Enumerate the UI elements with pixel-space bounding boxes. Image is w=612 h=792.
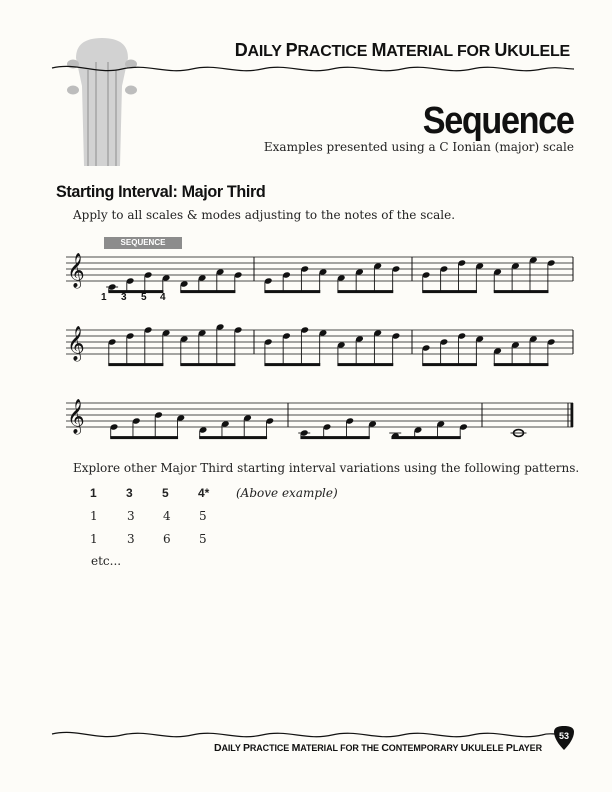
sequence-label: SEQUENCE	[104, 237, 182, 249]
pattern-number: 6	[163, 532, 171, 546]
pattern-number: 1	[90, 509, 98, 523]
caps-text-part: KULELE	[507, 43, 570, 60]
beam	[180, 290, 235, 293]
caps-text-part: AILY	[221, 743, 243, 753]
pattern-number: 5	[199, 532, 207, 546]
beam	[108, 290, 163, 293]
beam	[199, 436, 267, 439]
beam	[391, 436, 460, 439]
section-title: Starting Interval: Major Third	[56, 182, 266, 201]
pattern-number: 3	[126, 486, 133, 500]
caps-text-part: LAYER	[512, 743, 542, 753]
caps-text-part: D	[234, 40, 248, 60]
caps-text-part: AILY	[247, 43, 286, 60]
beam	[264, 290, 320, 293]
caps-text-part: KULELE	[468, 743, 506, 753]
fingering-number: 3	[121, 292, 127, 303]
beam	[337, 290, 393, 293]
caps-text-part: ATERIAL FOR	[386, 43, 495, 60]
caps-text-part: ATERIAL FOR THE	[300, 743, 382, 753]
beam	[264, 363, 320, 366]
final-barline	[571, 403, 574, 427]
explore-text: Explore other Major Third starting interval variations using the following patterns.	[73, 461, 580, 475]
instruction-text: Apply to all scales & modes adjusting to the notes of the scale.	[73, 208, 456, 222]
pattern-number: 1	[90, 486, 97, 500]
caps-text-part: M	[291, 742, 301, 754]
beam	[108, 363, 163, 366]
caps-text-part: U	[460, 742, 469, 754]
beam	[494, 363, 549, 366]
beam	[422, 363, 477, 366]
page-number: 53	[558, 731, 569, 741]
caps-text-part: U	[494, 40, 508, 60]
caps-text-part: ONTEMPORARY	[388, 743, 461, 753]
fingering-number: 5	[141, 292, 147, 303]
beam	[337, 363, 393, 366]
caps-text-part: C	[381, 742, 389, 754]
beam	[180, 363, 235, 366]
caps-text-part: P	[505, 742, 513, 754]
caps-text-part: P	[285, 40, 298, 60]
caps-text-part: P	[242, 742, 250, 754]
beam	[300, 436, 369, 439]
pattern-number: 4*	[198, 486, 210, 500]
pattern-note: (Above example)	[236, 486, 338, 500]
pattern-number: 4	[163, 509, 171, 523]
caps-text-part: RACTICE	[249, 743, 292, 753]
pattern-number: 5	[199, 509, 207, 523]
caps-text-part: M	[371, 40, 387, 60]
treble-clef-icon: 𝄞	[67, 399, 85, 434]
pattern-number: 1	[90, 532, 98, 546]
beam	[422, 290, 477, 293]
page-subtitle: Examples presented using a C Ionian (major) scale	[263, 140, 574, 154]
etc-text: etc...	[91, 554, 122, 568]
running-footer	[214, 742, 542, 754]
caps-text-part: D	[213, 742, 222, 754]
pattern-number: 5	[162, 486, 169, 500]
treble-clef-icon: 𝄞	[67, 326, 85, 361]
treble-clef-icon: 𝄞	[67, 253, 85, 288]
beam	[494, 290, 549, 293]
fingering-number: 4	[160, 292, 166, 303]
pattern-number: 3	[127, 532, 135, 546]
page-title: Sequence	[423, 100, 574, 142]
caps-text-part: RACTICE	[297, 43, 372, 60]
fingering-number: 1	[101, 292, 107, 303]
pattern-number: 3	[127, 509, 135, 523]
beam	[110, 436, 178, 439]
